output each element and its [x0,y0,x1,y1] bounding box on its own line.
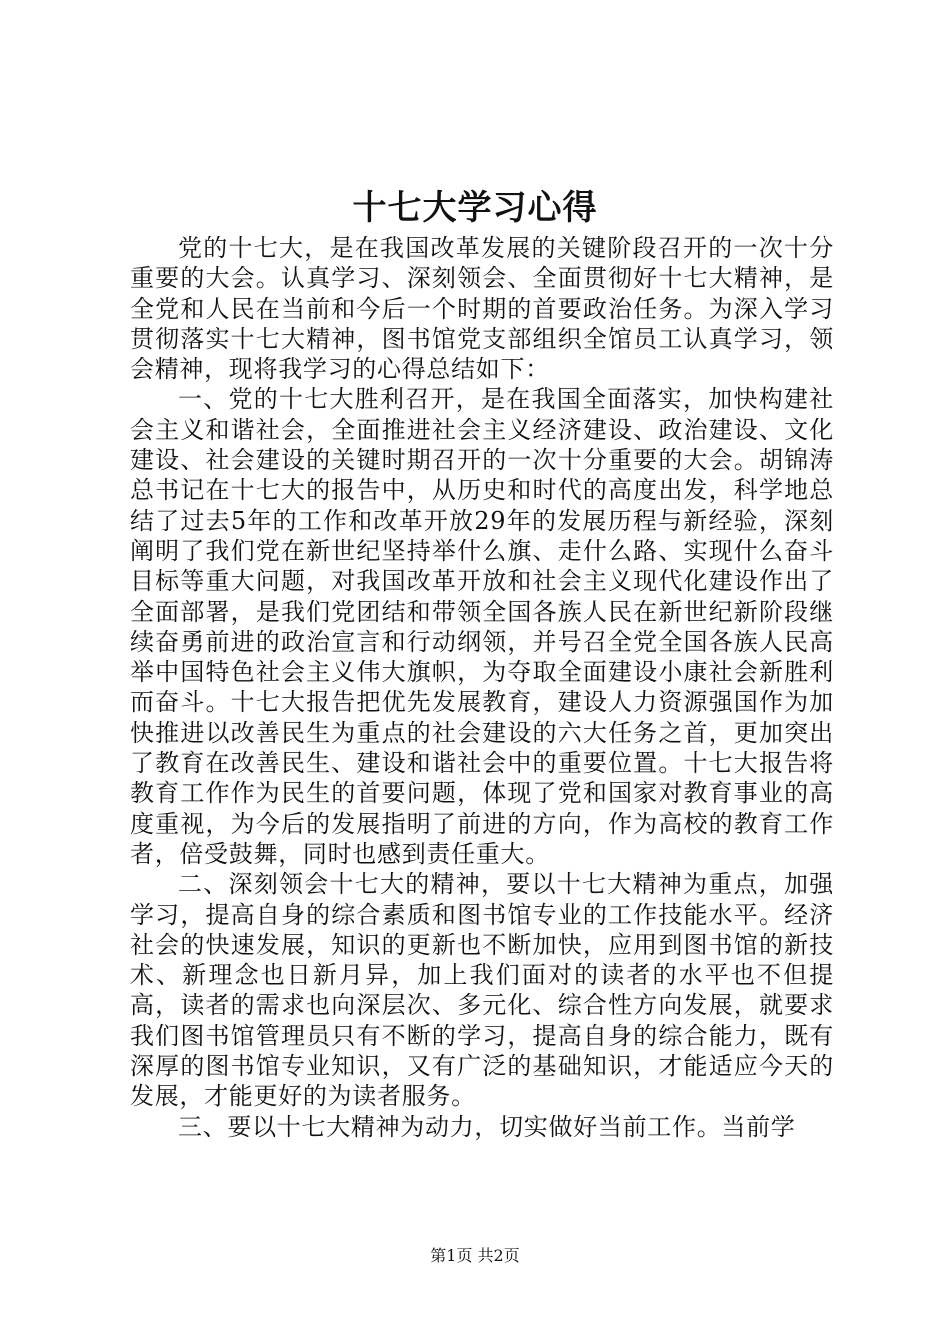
page-footer: 第1页 共2页 [430,1246,520,1265]
body-paragraph: 三、要以十七大精神为动力，切实做好当前工作。当前学 [178,1112,796,1141]
document-body [130,233,834,1142]
body-paragraph: 一、党的十七大胜利召开，是在我国全面落实，加快构建社会主义和谐社会，全面推进社会主义经济建设、政治建设、文化建设、社会建设的关键时期召开的一次十分重要的大会。胡锦涛总书记在十七大的报告中，从历史和时代的高度出发，科学地总结了过去5年的工作和改革开放29年的发展历程与新经验，深刻阐明了我们党在新世纪坚持举什么旗、走什么路、实现什么奋斗目标等重大问题，对我国改革开放和社会主义现代化建设作出了全面部署，是我们党团结和带领全国各族人民在新世纪新阶段继续奋勇前进的政治宣言和行动纲领，并号召全党全国各族人民高举中国特色社会主义伟大旗帜，为夺取全面建设小康社会新胜利而奋斗。十七大报告把优先发展教育，建设人力资源强国作为加快推进以改善民生为重点的社会建设的六大任务之首，更加突出了教育在改善民生、建设和谐社会中的重要位置。十七大报告将教育工作作为民生的首要问题，体现了党和国家对教育事业的高度重视，为今后的发展指明了前进的方向，作为高校的教育工作者，倍受鼓舞，同时也感到责任重大。 [130,385,834,868]
body-paragraph: 二、深刻领会十七大的精神，要以十七大精神为重点，加强学习，提高自身的综合素质和图书馆专业的工作技能水平。经济社会的快速发展，知识的更新也不断加快，应用到图书馆的新技术、新理念也日新月异，加上我们面对的读者的水平也不但提高，读者的需求也向深层次、多元化、综合性方向发展，就要求我们图书馆管理员只有不断的学习，提高自身的综合能力，既有深厚的图书馆专业知识，又有广泛的基础知识，才能适应今天的发展，才能更好的为读者服务。 [130,870,834,1111]
document-title: 十七大学习心得 [352,188,598,228]
body-paragraph: 党的十七大，是在我国改革发展的关键阶段召开的一次十分重要的大会。认真学习、深刻领会、全面贯彻好十七大精神，是全党和人民在当前和今后一个时期的首要政治任务。为深入学习贯彻落实十七大精神，图书馆党支部组织全馆员工认真学习，领会精神，现将我学习的心得总结如下： [130,234,834,384]
